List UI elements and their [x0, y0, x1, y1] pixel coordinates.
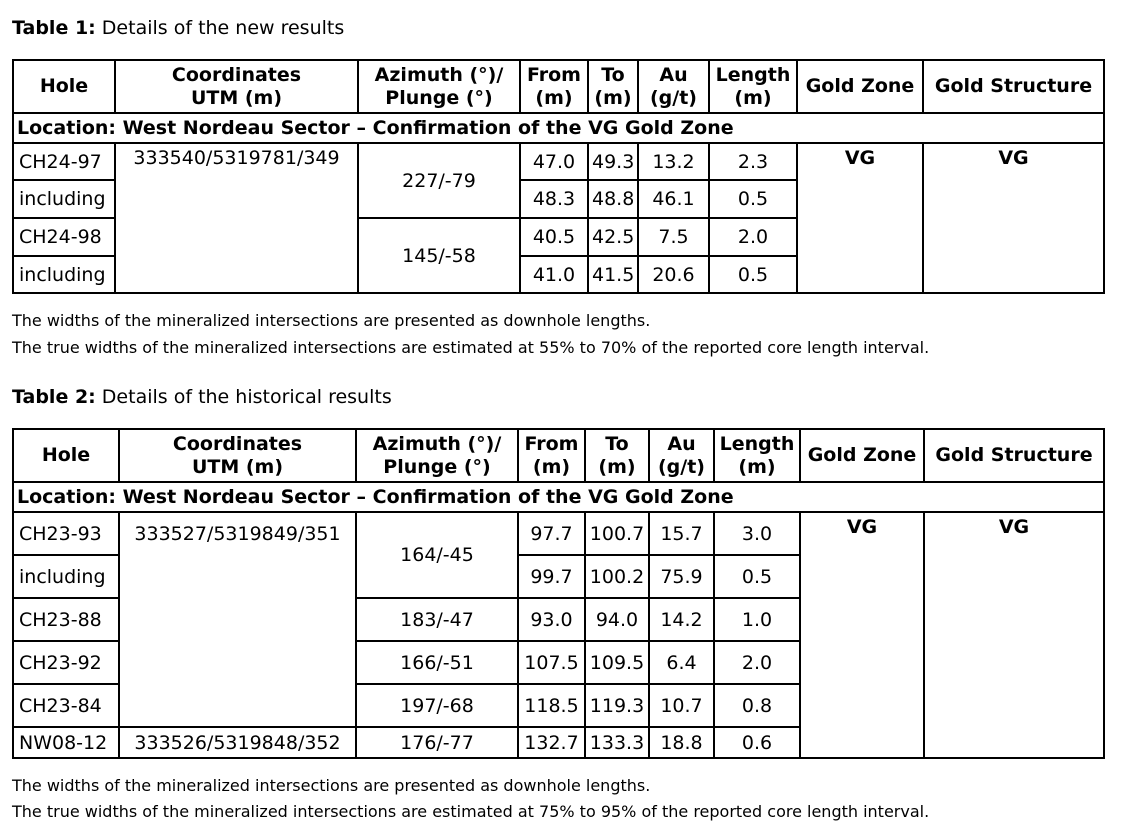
header-gold-structure: Gold Structure [923, 60, 1104, 113]
table1 [12, 59, 1105, 294]
coordinates-cell: 333526/5319848/352 [119, 727, 356, 758]
header-au: Au (g/t) [649, 429, 714, 482]
hole-cell: including [13, 555, 119, 598]
table1-caption-label: Table 1: [12, 17, 96, 39]
from-cell: 97.7 [518, 512, 585, 555]
from-cell: 132.7 [518, 727, 585, 758]
au-cell: 15.7 [649, 512, 714, 555]
to-cell: 100.7 [585, 512, 649, 555]
to-cell: 48.8 [588, 180, 638, 218]
hole-cell: CH23-88 [13, 598, 119, 641]
from-cell: 47.0 [520, 143, 588, 180]
length-cell: 2.0 [709, 218, 797, 256]
from-cell: 118.5 [518, 684, 585, 727]
table2-caption-text: Details of the historical results [95, 386, 392, 408]
length-cell: 0.8 [714, 684, 800, 727]
table-row [13, 512, 1104, 555]
length-cell: 2.0 [714, 641, 800, 684]
hole-cell: CH23-84 [13, 684, 119, 727]
to-cell: 94.0 [585, 598, 649, 641]
gold-structure-cell: VG [924, 512, 1104, 758]
hole-cell: NW08-12 [13, 727, 119, 758]
header-from: From (m) [518, 429, 585, 482]
hole-cell: including [13, 256, 115, 293]
coordinates-cell: 333527/5319849/351 [119, 512, 356, 727]
hole-cell: including [13, 180, 115, 218]
length-cell: 0.5 [714, 555, 800, 598]
table1-note: The true widths of the mineralized intersections are estimated at 55% to 70% of the reported core length interval. [12, 338, 930, 357]
length-cell: 2.3 [709, 143, 797, 180]
from-cell: 107.5 [518, 641, 585, 684]
to-cell: 42.5 [588, 218, 638, 256]
azimuth-cell: 183/-47 [356, 598, 518, 641]
gold-zone-cell: VG [800, 512, 924, 758]
header-length: Length (m) [714, 429, 800, 482]
from-cell: 40.5 [520, 218, 588, 256]
from-cell: 93.0 [518, 598, 585, 641]
header-gold-zone: Gold Zone [800, 429, 924, 482]
header-azimuth: Azimuth (°)/ Plunge (°) [356, 429, 518, 482]
hole-cell: CH24-98 [13, 218, 115, 256]
azimuth-cell: 166/-51 [356, 641, 518, 684]
azimuth-cell: 164/-45 [356, 512, 518, 598]
to-cell: 41.5 [588, 256, 638, 293]
table1-caption [12, 16, 344, 40]
au-cell: 6.4 [649, 641, 714, 684]
azimuth-cell: 176/-77 [356, 727, 518, 758]
header-length: Length (m) [709, 60, 797, 113]
length-cell: 0.5 [709, 256, 797, 293]
au-cell: 20.6 [638, 256, 709, 293]
from-cell: 41.0 [520, 256, 588, 293]
to-cell: 133.3 [585, 727, 649, 758]
au-cell: 7.5 [638, 218, 709, 256]
table2-location-row [13, 482, 1104, 512]
to-cell: 49.3 [588, 143, 638, 180]
table1-caption-text: Details of the new results [95, 17, 345, 39]
table2 [12, 428, 1105, 759]
table1-header-row [13, 60, 1104, 113]
header-gold-structure: Gold Structure [924, 429, 1104, 482]
azimuth-cell: 227/-79 [358, 143, 520, 218]
azimuth-cell: 197/-68 [356, 684, 518, 727]
table1-note: The widths of the mineralized intersections are presented as downhole lengths. [12, 311, 651, 330]
au-cell: 18.8 [649, 727, 714, 758]
hole-cell: CH23-92 [13, 641, 119, 684]
azimuth-cell: 145/-58 [358, 218, 520, 293]
gold-zone-cell: VG [797, 143, 923, 293]
header-gold-zone: Gold Zone [797, 60, 923, 113]
to-cell: 109.5 [585, 641, 649, 684]
table2-note: The widths of the mineralized intersections are presented as downhole lengths. [12, 776, 651, 795]
from-cell: 48.3 [520, 180, 588, 218]
length-cell: 3.0 [714, 512, 800, 555]
table2-note: The true widths of the mineralized intersections are estimated at 75% to 95% of the reported core length interval. [12, 802, 930, 821]
table2-caption [12, 385, 392, 409]
header-hole: Hole [13, 429, 119, 482]
header-au: Au (g/t) [638, 60, 709, 113]
gold-structure-cell: VG [923, 143, 1104, 293]
table2-caption-label: Table 2: [12, 386, 96, 408]
au-cell: 10.7 [649, 684, 714, 727]
hole-cell: CH24-97 [13, 143, 115, 180]
header-azimuth: Azimuth (°)/ Plunge (°) [358, 60, 520, 113]
header-from: From (m) [520, 60, 588, 113]
header-hole: Hole [13, 60, 115, 113]
au-cell: 75.9 [649, 555, 714, 598]
au-cell: 14.2 [649, 598, 714, 641]
header-to: To (m) [585, 429, 649, 482]
table1-location-row [13, 113, 1104, 143]
header-coordinates: Coordinates UTM (m) [115, 60, 358, 113]
table-row [13, 143, 1104, 180]
length-cell: 0.6 [714, 727, 800, 758]
table2-header-row [13, 429, 1104, 482]
length-cell: 0.5 [709, 180, 797, 218]
to-cell: 100.2 [585, 555, 649, 598]
header-coordinates: Coordinates UTM (m) [119, 429, 356, 482]
coordinates-cell: 333540/5319781/349 [115, 143, 358, 293]
au-cell: 13.2 [638, 143, 709, 180]
header-to: To (m) [588, 60, 638, 113]
to-cell: 119.3 [585, 684, 649, 727]
from-cell: 99.7 [518, 555, 585, 598]
length-cell: 1.0 [714, 598, 800, 641]
hole-cell: CH23-93 [13, 512, 119, 555]
location-label: Location: West Nordeau Sector – Confirmation of the VG Gold Zone [13, 113, 1104, 143]
location-label: Location: West Nordeau Sector – Confirmation of the VG Gold Zone [13, 482, 1104, 512]
au-cell: 46.1 [638, 180, 709, 218]
